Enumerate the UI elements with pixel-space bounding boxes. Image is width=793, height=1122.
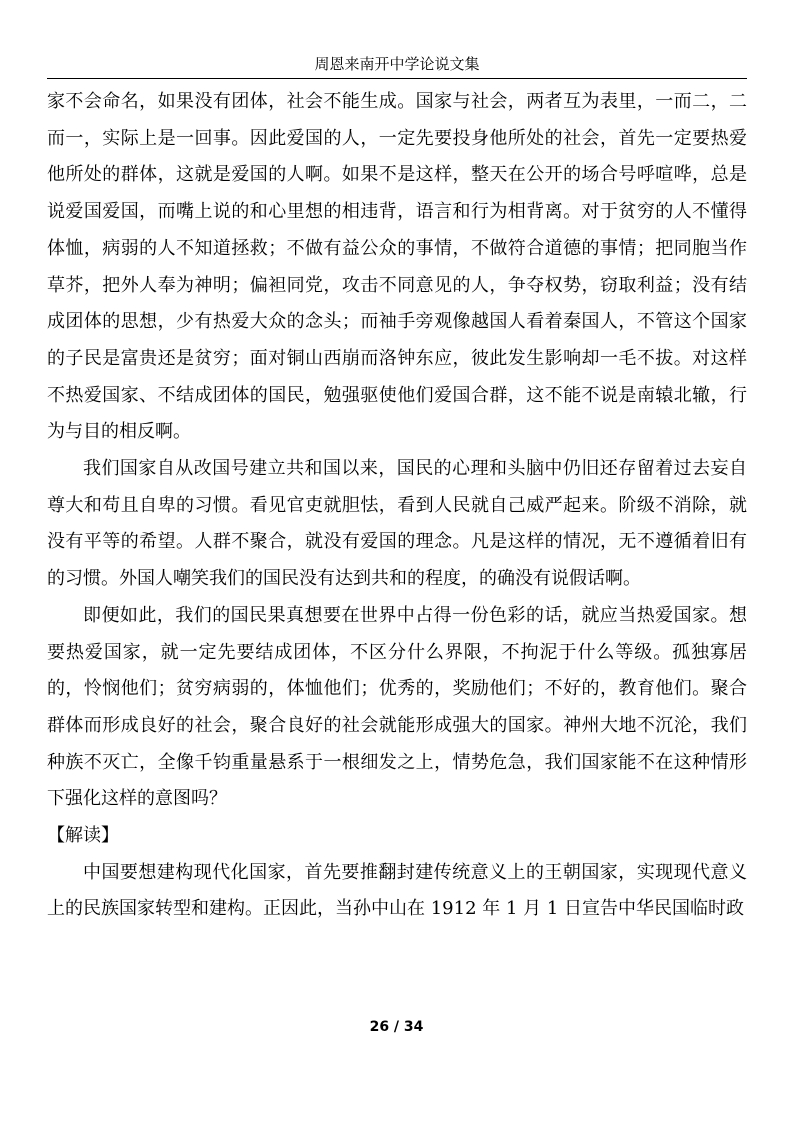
body-paragraph: 我们国家自从改国号建立共和国以来，国民的心理和头脑中仍旧还存留着过去妄自尊大和苟且自卑的习惯。看见官吏就胆怯，看到人民就自己威严起来。阶级不消除，就没有平等的希望。人群不聚合，就没有爱国的理念。凡是这样的情况，无不遵循着旧有的习惯。外国人嘲笑我们的国民没有达到共和的程度，的确没有说假话啊。 [47,458,747,590]
document-body [47,84,747,928]
body-paragraph: 即便如此，我们的国民果真想要在世界中占得一份色彩的话，就应当热爱国家。想要热爱国家，就一定先要结成团体，不区分什么界限，不拘泥于什么等级。孤独寡居的，怜悯他们；贫穷病弱的，体恤他们；优秀的，奖励他们；不好的，教育他们。聚合群体而形成良好的社会，聚合良好的社会就能形成强大的国家。神州大地不沉沦，我们种族不灭亡，全像千钧重量悬系于一根细发之上，情势危急，我们国家能不在这种情形下强化这样的意图吗？ [47,604,747,810]
page-number: 26 / 34 [369,1019,424,1035]
section-heading-interpretation: 【解读】 [47,825,119,847]
body-paragraph: 中国要想建构现代化国家，首先要推翻封建传统意义上的王朝国家，实现现代意义上的民族国家转型和建构。正因此，当孙中山在 1912 年 1 月 1 日宣告中华民国临时政 [47,861,747,920]
body-paragraph-continued: 家不会命名，如果没有团体，社会不能生成。国家与社会，两者互为表里，一而二，二而一，实际上是一回事。因此爱国的人，一定先要投身他所处的社会，首先一定要热爱他所处的群体，这就是爱国的人啊。如果不是这样，整天在公开的场合号呼喧哗，总是说爱国爱国，而嘴上说的和心里想的相违背，语言和行为相背离。对于贫穷的人不懂得体恤，病弱的人不知道拯救；不做有益公众的事情，不做符合道德的事情；把同胞当作草芥，把外人奉为神明；偏袒同党，攻击不同意见的人，争夺权势，窃取利益；没有结成团体的思想，少有热爱大众的念头；而袖手旁观像越国人看着秦国人，不管这个国家的子民是富贵还是贫穷；面对铜山西崩而洛钟东应，彼此发生影响却一毛不拔。对这样不热爱国家、不结成团体的国民，勉强驱使他们爱国合群，这不能不说是南辕北辙，行为与目的相反啊。 [47,91,747,443]
running-header: 周恩来南开中学论说文集 [47,50,747,79]
